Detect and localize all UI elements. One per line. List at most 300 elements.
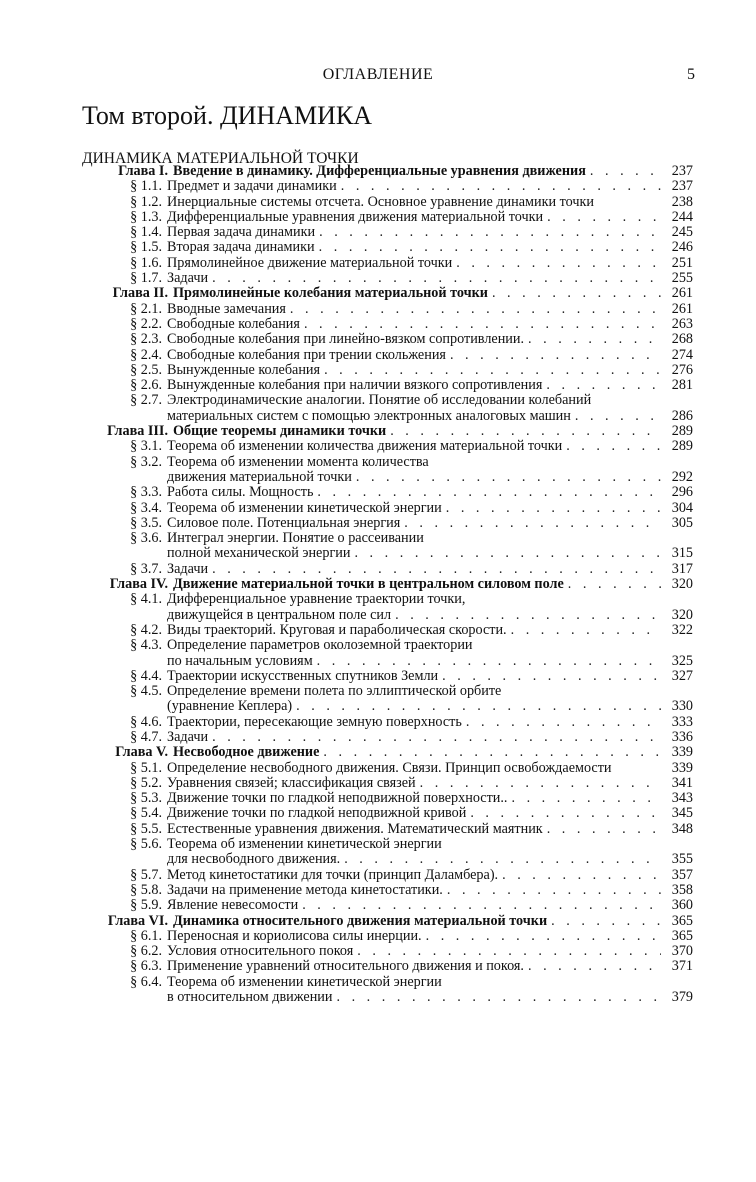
toc-entry-title: Траектории, пересекающие земную поверхность [167, 714, 462, 730]
toc-chapter-row [0, 424, 756, 439]
paragraph-number: § 1.7. [130, 270, 162, 287]
toc-entry-content [167, 455, 661, 470]
toc-entry-content [167, 470, 661, 485]
toc-page-number: 355 [671, 851, 693, 868]
toc-entry-row [0, 623, 756, 638]
toc-entry-title: полной механической энергии [167, 546, 351, 562]
toc-entry-row [0, 332, 756, 347]
toc-entry-row [0, 562, 756, 577]
toc-page-number: 245 [671, 224, 693, 241]
toc-entry-content [167, 761, 661, 776]
paragraph-number: § 4.5. [130, 683, 162, 700]
paragraph-number: § 3.7. [130, 560, 162, 577]
chapter-number: Глава V. [115, 744, 168, 761]
toc-page-number: 327 [671, 667, 693, 684]
toc-entry-content [167, 837, 661, 852]
toc-entry-row [0, 822, 756, 837]
toc-page-number: 358 [671, 881, 693, 898]
toc-entry-content [167, 929, 661, 944]
toc-page-number: 261 [671, 285, 693, 302]
toc-entry-row [0, 684, 756, 699]
toc-entry-content [167, 501, 661, 516]
toc-entry-title: Свободные колебания [167, 316, 300, 332]
toc-entry-content [167, 378, 661, 393]
toc-page-number: 261 [671, 300, 693, 317]
toc-entry-content [167, 684, 661, 699]
toc-entry-content [173, 914, 661, 929]
toc-page-number: 244 [671, 208, 693, 225]
toc-entry-content [167, 654, 661, 669]
paragraph-number: § 2.3. [130, 331, 162, 348]
toc-page-number: 330 [671, 698, 693, 715]
toc-entry-title: Дифференциальное уравнение траектории точки, [167, 592, 466, 608]
chapter-number: Глава VI. [107, 912, 168, 929]
toc-entry-title: Предмет и задачи динамики [167, 179, 337, 195]
paragraph-number: § 2.6. [130, 377, 162, 394]
toc-entry-row [0, 179, 756, 194]
dot-leader [336, 990, 661, 1005]
toc-entry-content [167, 179, 661, 194]
toc-entry-content [167, 608, 661, 623]
dot-leader [546, 378, 661, 393]
toc-entry-title: Движение материальной точки в центральном силовом поле [173, 577, 564, 593]
toc-entry-row [0, 393, 756, 408]
toc-entry-row [0, 531, 756, 546]
toc-entry-content [167, 730, 661, 745]
toc-entry-content [167, 715, 661, 730]
dot-leader [317, 654, 661, 669]
toc-entry-title: Несвободное движение [173, 745, 320, 761]
toc-entry-row [0, 240, 756, 255]
toc-entry-content [167, 516, 661, 531]
toc-entry-title: Задачи [167, 729, 209, 745]
toc-page-number: 343 [671, 790, 693, 807]
toc-entry-content [173, 286, 661, 301]
toc-entry-content [167, 409, 661, 424]
toc-page-number: 317 [671, 560, 693, 577]
toc-page-number: 292 [671, 468, 693, 485]
toc-entry-title: Прямолинейное движение материальной точки [167, 255, 453, 271]
dot-leader [324, 363, 661, 378]
toc-page-number: 276 [671, 361, 693, 378]
toc-entry-row [0, 791, 756, 806]
dot-leader [551, 914, 661, 929]
dot-leader [590, 164, 661, 179]
toc-entry-content [167, 210, 661, 225]
toc-entry-title: Определение несвободного движения. Связи. Принцип освобождаемости [167, 760, 612, 776]
paragraph-number: § 3.2. [130, 453, 162, 470]
toc-page-number: 333 [671, 713, 693, 730]
toc-page-number: 286 [671, 407, 693, 424]
dot-leader [302, 898, 661, 913]
dot-leader [528, 959, 661, 974]
paragraph-number: § 5.1. [130, 759, 162, 776]
toc-entry-row [0, 776, 756, 791]
chapter-number: Глава III. [107, 423, 168, 440]
toc-entry-title: движения материальной точки [167, 469, 352, 485]
paragraph-number: § 1.3. [130, 208, 162, 225]
paragraph-number: § 6.1. [130, 927, 162, 944]
toc-entry-title: Первая задача динамики [167, 225, 316, 241]
toc-entry-title: Общие теоремы динамики точки [173, 424, 387, 440]
toc-entry-content [173, 577, 661, 592]
paragraph-number: § 5.2. [130, 774, 162, 791]
toc-entry-content [167, 271, 661, 286]
toc-entry-row [0, 455, 756, 470]
toc-entry-content [167, 225, 661, 240]
toc-entry-row [0, 470, 756, 485]
paragraph-number: § 1.1. [130, 178, 162, 195]
toc-entry-title: Вторая задача динамики [167, 240, 315, 256]
toc-entry-row [0, 868, 756, 883]
dot-leader [466, 715, 661, 730]
toc-entry-content [173, 745, 661, 760]
toc-entry-content [167, 776, 661, 791]
toc-entry-content [173, 424, 661, 439]
toc-page-number: 360 [671, 897, 693, 914]
toc-page-number: 289 [671, 423, 693, 440]
dot-leader [547, 822, 661, 837]
dot-leader [450, 348, 661, 363]
running-head [0, 66, 756, 86]
paragraph-number: § 2.4. [130, 346, 162, 363]
toc-entry-row [0, 302, 756, 317]
toc-entry-title: (уравнение Кеплера) [167, 699, 293, 715]
dot-leader [511, 791, 661, 806]
toc-entry-title: материальных систем с помощью электронных аналоговых машин [167, 408, 571, 424]
dot-leader [547, 210, 661, 225]
toc-entry-row [0, 378, 756, 393]
toc-entry-content [167, 806, 661, 821]
paragraph-number: § 2.7. [130, 392, 162, 409]
toc-page-number: 296 [671, 484, 693, 501]
toc-page-number: 251 [671, 254, 693, 271]
dot-leader [470, 806, 661, 821]
toc-entry-title: в относительном движении [167, 990, 333, 1006]
dot-leader [357, 944, 661, 959]
toc-entry-title: Теорема об изменении кинетической энергии [167, 974, 442, 990]
toc-page-number: 371 [671, 958, 693, 975]
toc-page-number: 341 [671, 774, 693, 791]
toc-entry-content [167, 317, 661, 332]
dot-leader [354, 546, 661, 561]
paragraph-number: § 6.3. [130, 958, 162, 975]
toc-entry-title: Работа силы. Мощность [167, 485, 314, 501]
toc-page-number: 365 [671, 912, 693, 929]
toc-entry-content [167, 959, 661, 974]
dot-leader [442, 669, 661, 684]
section-title: ДИНАМИКА МАТЕРИАЛЬНОЙ ТОЧКИ [82, 150, 359, 167]
toc-page-number: 315 [671, 545, 693, 562]
toc-page-number: 320 [671, 576, 693, 593]
dot-leader [502, 868, 661, 883]
paragraph-number: § 1.4. [130, 224, 162, 241]
toc-entry-title: Уравнения связей; классификация связей [167, 775, 416, 791]
toc-entry-row [0, 256, 756, 271]
paragraph-number: § 2.1. [130, 300, 162, 317]
toc-chapter-row [0, 164, 756, 179]
toc-entry-title: Прямолинейные колебания материальной точки [173, 286, 488, 302]
dot-leader [420, 776, 661, 791]
dot-leader [404, 516, 661, 531]
toc-entry-row [0, 654, 756, 669]
toc-entry-content [167, 363, 661, 378]
dot-leader [319, 225, 661, 240]
toc-entry-content [167, 975, 661, 990]
toc-page-number: 237 [671, 163, 693, 179]
paragraph-number: § 6.2. [130, 943, 162, 960]
paragraph-number: § 2.2. [130, 315, 162, 332]
table-of-contents [0, 164, 756, 1005]
paragraph-number: § 5.8. [130, 881, 162, 898]
toc-entry-title: Применение уравнений относительного движения и покоя. [167, 959, 524, 975]
toc-entry-content [167, 638, 661, 653]
toc-entry-title: Теорема об изменении количества движения материальной точки [167, 439, 563, 455]
toc-page-number: 263 [671, 315, 693, 332]
toc-page-number: 246 [671, 239, 693, 256]
toc-page-number: 345 [671, 805, 693, 822]
toc-entry-row [0, 944, 756, 959]
paragraph-number: § 4.1. [130, 591, 162, 608]
toc-entry-row [0, 516, 756, 531]
toc-page-number: 348 [671, 820, 693, 837]
toc-entry-title: Виды траекторий. Круговая и параболическая скорости. [167, 622, 507, 638]
toc-entry-title: Свободные колебания при трении скольжения [167, 347, 446, 363]
toc-entry-title: Интеграл энергии. Понятие о рассеивании [167, 531, 424, 547]
paragraph-number: § 3.3. [130, 484, 162, 501]
toc-page-number: 238 [671, 193, 693, 210]
toc-entry-title: Движение точки по гладкой неподвижной кривой [167, 806, 467, 822]
toc-entry-content [167, 531, 661, 546]
toc-entry-row [0, 638, 756, 653]
toc-entry-title: Задачи [167, 561, 209, 577]
toc-chapter-row [0, 577, 756, 592]
toc-entry-title: Инерциальные системы отсчета. Основное уравнение динамики точки [167, 194, 594, 210]
dot-leader [212, 730, 661, 745]
toc-entry-title: Дифференциальные уравнения движения материальной точки [167, 209, 544, 225]
toc-entry-title: Естественные уравнения движения. Математический маятник [167, 821, 543, 837]
toc-entry-row [0, 883, 756, 898]
toc-entry-title: по начальным условиям [167, 653, 313, 669]
paragraph-number: § 6.4. [130, 973, 162, 990]
toc-chapter-row [0, 914, 756, 929]
toc-entry-row [0, 669, 756, 684]
toc-entry-content [167, 195, 661, 210]
paragraph-number: § 4.2. [130, 621, 162, 638]
toc-entry-title: Вынужденные колебания [167, 362, 321, 378]
toc-entry-row [0, 348, 756, 363]
toc-entry-content [167, 699, 661, 714]
toc-entry-row [0, 271, 756, 286]
toc-page-number: 320 [671, 606, 693, 623]
toc-entry-row [0, 975, 756, 990]
toc-entry-content [167, 669, 661, 684]
toc-entry-row [0, 730, 756, 745]
toc-entry-title: Вынужденные колебания при наличии вязкого сопротивления [167, 378, 543, 394]
toc-page-number: 237 [671, 178, 693, 195]
paragraph-number: § 3.4. [130, 499, 162, 516]
dot-leader [426, 929, 661, 944]
volume-title: Том второй. ДИНАМИКА [82, 101, 373, 130]
toc-entry-title: Определение параметров околоземной траектории [167, 638, 473, 654]
toc-entry-row [0, 837, 756, 852]
paragraph-number: § 3.6. [130, 530, 162, 547]
toc-entry-row [0, 409, 756, 424]
toc-page-number: 274 [671, 346, 693, 363]
paragraph-number: § 1.6. [130, 254, 162, 271]
toc-entry-content [167, 256, 661, 271]
toc-page-number: 379 [671, 989, 693, 1006]
toc-entry-title: движущейся в центральном поле сил [167, 607, 392, 623]
toc-entry-row [0, 990, 756, 1005]
dot-leader [511, 623, 661, 638]
toc-entry-title: Свободные колебания при линейно-вязком сопротивлении. [167, 332, 525, 348]
dot-leader [447, 883, 661, 898]
toc-entry-content [167, 990, 661, 1005]
toc-entry-row [0, 317, 756, 332]
toc-entry-title: Задачи на применение метода кинетостатики. [167, 882, 443, 898]
paragraph-number: § 5.4. [130, 805, 162, 822]
toc-entry-title: Введение в динамику. Дифференциальные уравнения движения [173, 164, 586, 179]
toc-entry-title: Теорема об изменении кинетической энергии [167, 500, 442, 516]
toc-page-number: 336 [671, 728, 693, 745]
paragraph-number: § 2.5. [130, 361, 162, 378]
toc-entry-title: Движение точки по гладкой неподвижной поверхности.. [167, 791, 508, 807]
toc-entry-content [167, 868, 661, 883]
toc-entry-row [0, 439, 756, 454]
toc-entry-row [0, 715, 756, 730]
toc-entry-title: Переносная и кориолисова силы инерции. [167, 928, 422, 944]
toc-entry-content [167, 623, 661, 638]
toc-entry-content [173, 164, 661, 179]
toc-page-number: 370 [671, 943, 693, 960]
toc-page-number: 305 [671, 514, 693, 531]
dot-leader [356, 470, 661, 485]
toc-page-number: 289 [671, 438, 693, 455]
dot-leader [446, 501, 661, 516]
toc-entry-title: Теорема об изменении кинетической энергии [167, 837, 442, 853]
toc-entry-title: для несвободного движения. [167, 852, 341, 868]
dot-leader [566, 439, 661, 454]
toc-page-number: 322 [671, 621, 693, 638]
toc-page-number: 365 [671, 927, 693, 944]
toc-entry-row [0, 225, 756, 240]
dot-leader [568, 577, 661, 592]
toc-entry-row [0, 195, 756, 210]
paragraph-number: § 4.4. [130, 667, 162, 684]
toc-entry-title: Динамика относительного движения материальной точки [173, 913, 548, 929]
chapter-number: Глава II. [112, 285, 168, 302]
chapter-number: Глава IV. [109, 576, 168, 593]
dot-leader [395, 608, 661, 623]
paragraph-number: § 1.5. [130, 239, 162, 256]
toc-entry-content [167, 348, 661, 363]
toc-entry-title: Электродинамические аналогии. Понятие об исследовании колебаний [167, 393, 592, 409]
dot-leader [390, 424, 661, 439]
toc-entry-row [0, 363, 756, 378]
dot-leader [323, 745, 661, 760]
toc-chapter-row [0, 745, 756, 760]
toc-entry-title: Условия относительного покоя [167, 944, 354, 960]
toc-entry-content [167, 822, 661, 837]
toc-entry-title: Траектории искусственных спутников Земли [167, 668, 439, 684]
dot-leader [296, 699, 661, 714]
toc-entry-content [167, 240, 661, 255]
paragraph-number: § 5.3. [130, 790, 162, 807]
toc-entry-content [167, 546, 661, 561]
toc-entry-title: Определение времени полета по эллиптической орбите [167, 684, 502, 700]
paragraph-number: § 3.1. [130, 438, 162, 455]
toc-entry-title: Задачи [167, 271, 209, 287]
paragraph-number: § 4.3. [130, 637, 162, 654]
toc-entry-row [0, 592, 756, 607]
toc-entry-content [167, 562, 661, 577]
toc-entry-row [0, 929, 756, 944]
toc-page-number: 325 [671, 652, 693, 669]
toc-entry-content [167, 332, 661, 347]
toc-entry-content [167, 302, 661, 317]
paragraph-number: § 3.5. [130, 514, 162, 531]
toc-entry-title: Метод кинетостатики для точки (принцип Даламбера). [167, 867, 499, 883]
paragraph-number: § 1.2. [130, 193, 162, 210]
toc-page-number: 255 [671, 270, 693, 287]
chapter-number: Глава I. [118, 163, 168, 179]
toc-entry-content [167, 485, 661, 500]
dot-leader [317, 485, 661, 500]
toc-entry-content [167, 883, 661, 898]
toc-entry-row [0, 608, 756, 623]
running-title: ОГЛАВЛЕНИЕ [322, 66, 434, 83]
paragraph-number: § 5.6. [130, 836, 162, 853]
toc-entry-content [167, 791, 661, 806]
toc-entry-row [0, 699, 756, 714]
dot-leader [212, 271, 661, 286]
toc-entry-content [167, 852, 661, 867]
toc-page-number: 339 [671, 744, 693, 761]
toc-entry-content [167, 393, 661, 408]
toc-entry-row [0, 210, 756, 225]
toc-entry-title: Теорема об изменении момента количества [167, 454, 429, 470]
dot-leader [344, 852, 661, 867]
toc-entry-row [0, 761, 756, 776]
toc-entry-row [0, 852, 756, 867]
paragraph-number: § 5.7. [130, 866, 162, 883]
toc-page-number: 357 [671, 866, 693, 883]
dot-leader [456, 256, 661, 271]
toc-entry-row [0, 546, 756, 561]
dot-leader [341, 179, 661, 194]
dot-leader [212, 562, 661, 577]
paragraph-number: § 5.5. [130, 820, 162, 837]
dot-leader [528, 332, 661, 347]
paragraph-number: § 4.7. [130, 728, 162, 745]
toc-page-number: 281 [671, 377, 693, 394]
paragraph-number: § 5.9. [130, 897, 162, 914]
toc-page-number: 339 [671, 759, 693, 776]
toc-entry-title: Явление невесомости [167, 898, 299, 914]
dot-leader [290, 302, 661, 317]
toc-entry-title: Вводные замечания [167, 301, 286, 317]
toc-entry-row [0, 485, 756, 500]
dot-leader [575, 409, 661, 424]
paragraph-number: § 4.6. [130, 713, 162, 730]
toc-entry-content [167, 898, 661, 913]
page-number: 5 [687, 66, 695, 83]
toc-page-number: 304 [671, 499, 693, 516]
dot-leader [304, 317, 661, 332]
dot-leader [492, 286, 661, 301]
toc-entry-content [167, 592, 661, 607]
